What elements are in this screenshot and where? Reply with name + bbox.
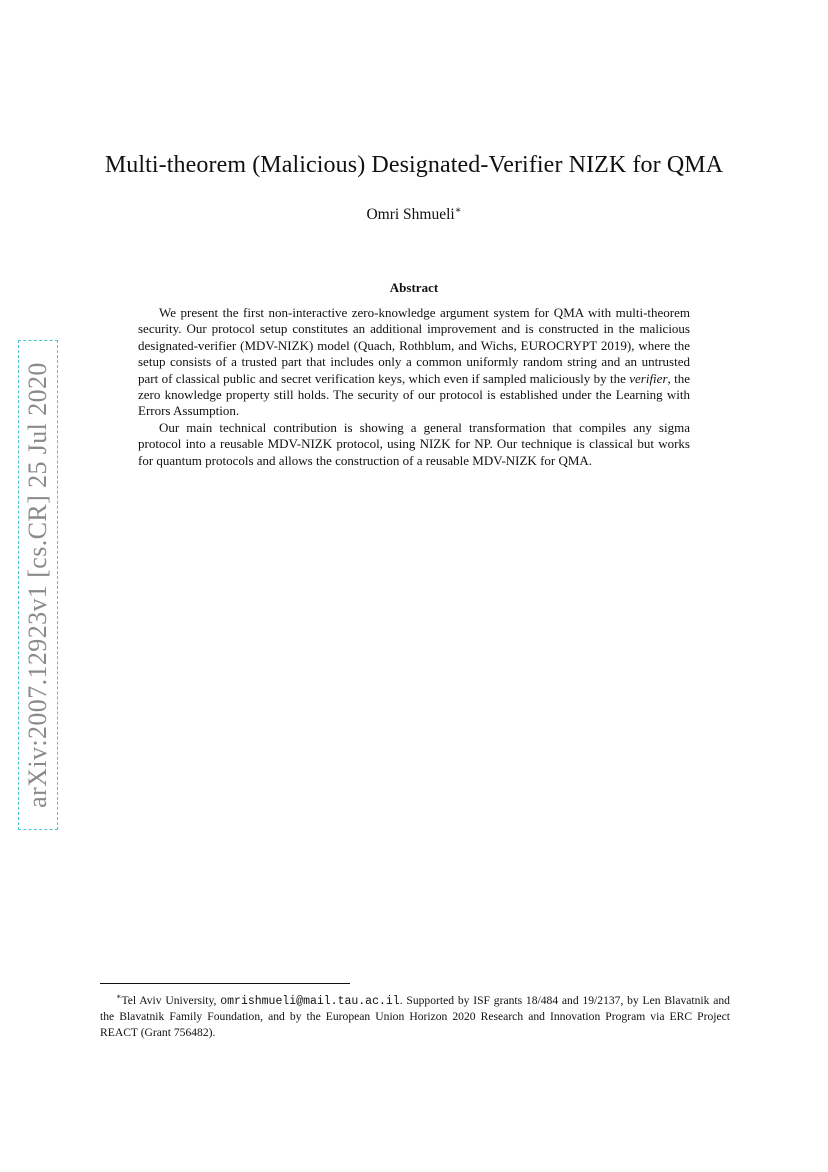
arxiv-identifier[interactable]: arXiv:2007.12923v1 [cs.CR] 25 Jul 2020 bbox=[23, 362, 52, 808]
footnote-text-b: . Supported by ISF grants 18/484 and 19/2137, by Len Blavatnik and the Blavatnik Family Foundation, and by the European Union Horizon 2020 Research and Innovation Program via ERC Project REACT (Grant 756482). bbox=[100, 993, 730, 1040]
author-email-link[interactable]: omrishmueli@mail.tau.ac.il bbox=[220, 994, 400, 1008]
footnote-mark: ∗ bbox=[116, 992, 122, 1001]
abstract-body bbox=[138, 305, 690, 469]
footnote-text bbox=[100, 989, 730, 1041]
abstract-p1-text-a: We present the first non-interactive zero-knowledge argument system for QMA with multi-theorem security. Our protocol setup constitutes an additional improvement and is constructed in the malicious designated-verifier (MDV-NIZK) model (Quach, Rothblum, and Wichs, EUROCRYPT 2019), where the setup consists of a trusted part that includes only a common uniformly random string and an untrusted part of classical public and secret verification keys, which even if sampled maliciously by the bbox=[138, 305, 690, 386]
abstract-paragraph-1 bbox=[138, 305, 690, 420]
abstract-p1-text-b: , the zero knowledge property still holds. The security of our protocol is established under the Learning with Errors Assumption. bbox=[138, 370, 690, 419]
paper-title: Multi-theorem (Malicious) Designated-Verifier NIZK for QMA bbox=[104, 152, 724, 178]
footnote-text-a: Tel Aviv University, bbox=[121, 993, 221, 1007]
footnote bbox=[100, 989, 730, 1041]
arxiv-stamp bbox=[18, 340, 58, 830]
abstract-paragraph-2: Our main technical contribution is showing a general transformation that compiles any sigma protocol into a reusable MDV-NIZK protocol, using NIZK for NP. Our technique is classical but works for quantum protocols and allows the construction of a reusable MDV-NIZK for QMA. bbox=[138, 419, 690, 468]
abstract-heading: Abstract bbox=[389, 280, 439, 295]
abstract-p1-emphasis: verifier bbox=[629, 370, 668, 386]
author-name: Omri Shmueli bbox=[366, 206, 455, 224]
author-footnote-mark[interactable]: ∗ bbox=[454, 205, 462, 216]
author-line bbox=[0, 205, 828, 224]
footnote-divider bbox=[100, 983, 350, 984]
